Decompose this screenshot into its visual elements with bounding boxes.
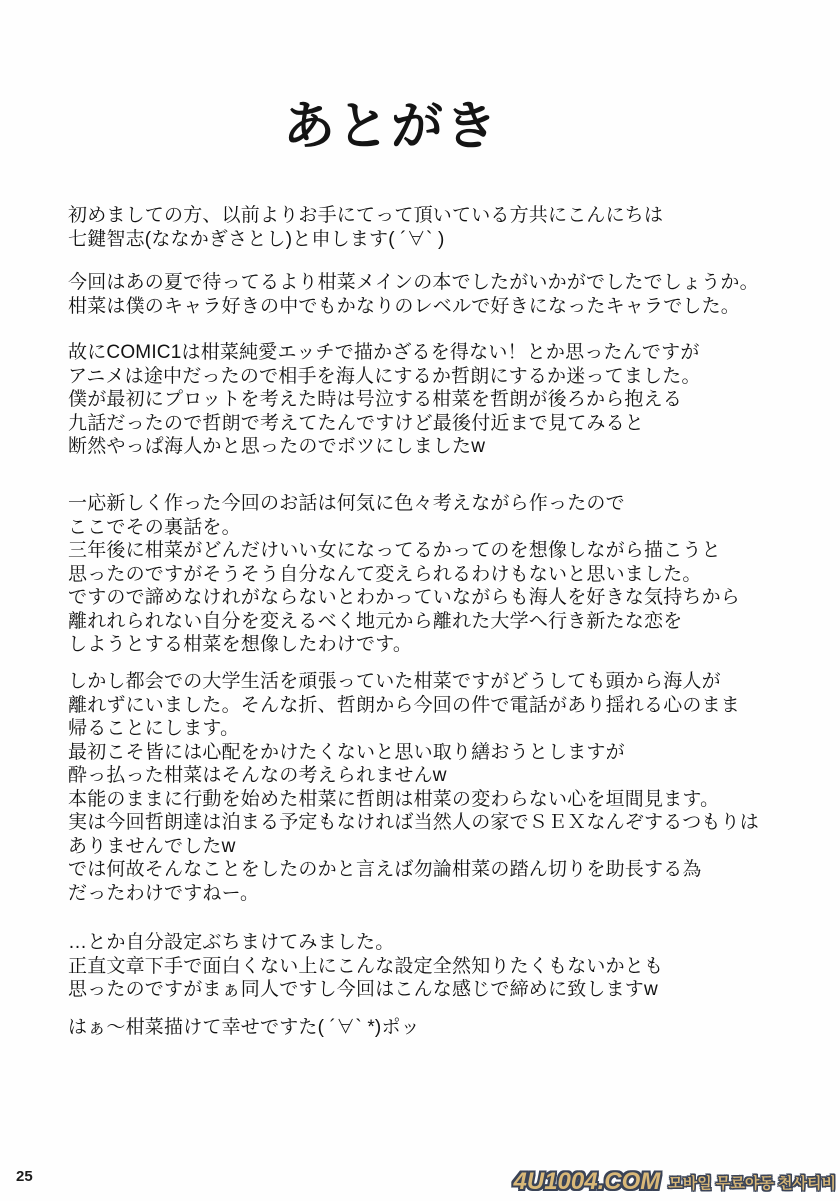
paragraph-closing (68, 931, 830, 1002)
afterword-line: ですので諦めなけれがならないとわかっていながらも海人を好きな気持ちから (68, 587, 741, 608)
paragraph-story-details (68, 670, 830, 905)
afterword-line: しようとする柑菜を想像したわけです。 (68, 634, 413, 655)
afterword-line: ありませんでしたw (68, 835, 236, 857)
afterword-line: アニメは途中だったので相手を海人にするか哲朗にするか迷ってました。 (68, 365, 701, 387)
afterword-line: だったわけですねー。 (68, 882, 260, 904)
afterword-line: はぁ～柑菜描けて幸せですた( ´∀` *)ポッ (68, 1017, 420, 1038)
afterword-line: 僕が最初にプロットを考えた時は号泣する柑菜を哲朗が後ろから抱える (68, 389, 683, 410)
watermark-site-text: 4U1004.COM (513, 1168, 661, 1195)
afterword-line: 故にCOMIC1は柑菜純愛エッチで描かざるを得ない！とか思ったんですが (68, 342, 700, 363)
paragraph-book-intro (68, 271, 830, 318)
afterword-line: 離れれられない自分を変えるべく地元から離れた大学へ行き新たな恋を (68, 610, 683, 632)
afterword-line: 思ったのですがまぁ同人ですし今回はこんな感じで締めに致しますw (68, 979, 658, 1000)
page-title: あとがき (283, 99, 500, 156)
afterword-line: 七鍵智志(ななかぎさとし)と申します( ´∀` ) (68, 228, 445, 250)
watermark (514, 1168, 836, 1196)
afterword-line: 本能のままに行動を始めた柑菜に哲朗は柑菜の変わらない心を垣間見ます。 (68, 788, 720, 810)
paragraph-greeting (68, 204, 830, 251)
watermark-tagline-text: 모바일 무료야동 천사티비 (668, 1174, 836, 1192)
afterword-line: 正直文章下手で面白くない上にこんな設定全然知りたくもないかとも (68, 955, 664, 977)
afterword-line: 最初こそ皆には心配をかけたくないと思い取り繕おうとしますが (68, 741, 625, 763)
afterword-line: 初めましての方、以前よりお手にてって頂いている方共にこんにちは (68, 205, 664, 226)
afterword-line: 三年後に柑菜がどんだけいい女になってるかってのを想像しながら描こうと (68, 540, 721, 561)
afterword-line: 酔っ払った柑菜はそんなの考えられませんw (68, 765, 447, 786)
afterword-line: 実は今回哲朗達は泊まる予定もなければ当然人の家でＳＥＸなんぞするつもりは (68, 812, 760, 833)
paragraph-backstory (68, 492, 830, 657)
afterword-line: では何故そんなことをしたのかと言えば勿論柑菜の踏ん切りを助長する為 (68, 859, 702, 880)
page-number: 25 (16, 1168, 33, 1185)
paragraph-signoff (68, 1016, 830, 1040)
afterword-line: 断然やっぱ海人かと思ったのでボツにしましたw (68, 436, 486, 457)
afterword-line: ここでその裏話を。 (68, 516, 241, 538)
afterword-line: 柑菜は僕のキャラ好きの中でもかなりのレベルで好きになったキャラでした。 (68, 295, 741, 317)
afterword-line: しかし都会での大学生活を頑張っていた柑菜ですがどうしても頭から海人が (68, 671, 721, 692)
afterword-line: 今回はあの夏で待ってるより柑菜メインの本でしたがいかがでしたでしょうか。 (68, 272, 759, 293)
afterword-line: 思ったのですがそうそう自分なんて変えられるわけもないと思いました。 (68, 563, 702, 585)
afterword-line: 帰ることにします。 (68, 718, 240, 739)
afterword-line: 九話だったので哲朗で考えてたんですけど最後付近まで見てみると (68, 412, 645, 434)
afterword-line: 離れずにいました。そんな折、哲朗から今回の件で電話があり揺れる心のまま (68, 694, 741, 716)
afterword-line: …とか自分設定ぶちまけてみました。 (68, 932, 395, 953)
paragraph-comic1 (68, 341, 830, 459)
afterword-line: 一応新しく作った今回のお話は何気に色々考えながら作ったので (68, 493, 625, 514)
